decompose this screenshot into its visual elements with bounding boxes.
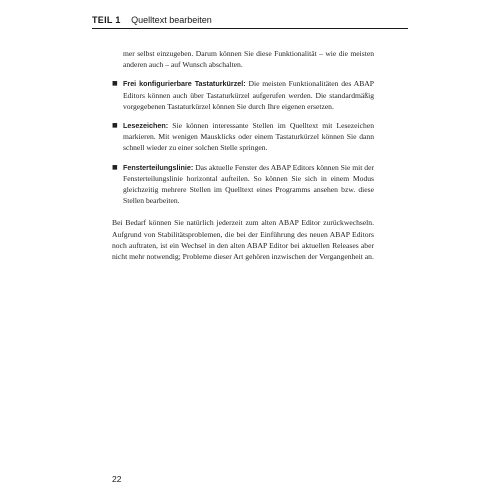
bullet-text: Das aktuelle Fenster des ABAP Editors können Sie mit der Fensterteilungslinie horizontal aufteilen. So können Sie sich in einem Modus gleichzeitig mehrere Stellen im Quelltext eines Programms ansehen bzw. diese Stellen bearbeiten. (123, 162, 374, 206)
bullet-text: Sie können interessante Stellen im Quelltext mit Lesezeichen markieren. Mit wenigen Mausklicks oder einem Tastaturkürzel können Sie dann schnell wieder zu einer solchen Stelle springen. (123, 121, 374, 153)
part-label: TEIL 1 (92, 15, 121, 25)
page-number: 22 (112, 474, 122, 484)
continued-bullet-text: mer selbst einzugeben. Darum können Sie diese Funktionalität – wie die meisten anderen auch – auf Wunsch abschalten. (123, 49, 374, 70)
bullet-icon: ■ (112, 80, 118, 88)
bullet-item-shortcuts (112, 78, 374, 112)
bullet-term: Frei konfigurierbare Tastaturkürzel: (123, 79, 246, 89)
bullet-icon: ■ (112, 163, 118, 171)
bullet-item-bookmarks (112, 120, 374, 154)
bullet-text: Die meisten Funktionalitäten des ABAP Editors können auch über Tastaturkürzel aufgerufen werden. Die standardmäßig vorgegebenen Tastaturkürzel können Sie durch Ihre eigenen ersetzen. (123, 79, 374, 111)
bullet-icon: ■ (112, 122, 118, 130)
body-paragraph: Bei Bedarf können Sie natürlich jederzeit zum alten ABAP Editor zurückwechseln. Aufgrund von Stabilitätsproblemen, die bei der Einführung des neuen ABAP Editors noch auftraten, ist ein Wechsel in den alten ABAP Editor bei aktuellen Releases aber nicht mehr notwendig; Probleme dieser Art gehören inzwischen der Vergangenheit an. (112, 218, 374, 262)
bullet-term: Fensterteilungslinie: (123, 162, 194, 172)
bullet-item-split-line (112, 162, 374, 207)
bullet-term: Lesezeichen: (123, 121, 169, 131)
body-text (112, 48, 374, 262)
running-header (92, 12, 408, 29)
chapter-title: Quelltext bearbeiten (131, 15, 212, 25)
